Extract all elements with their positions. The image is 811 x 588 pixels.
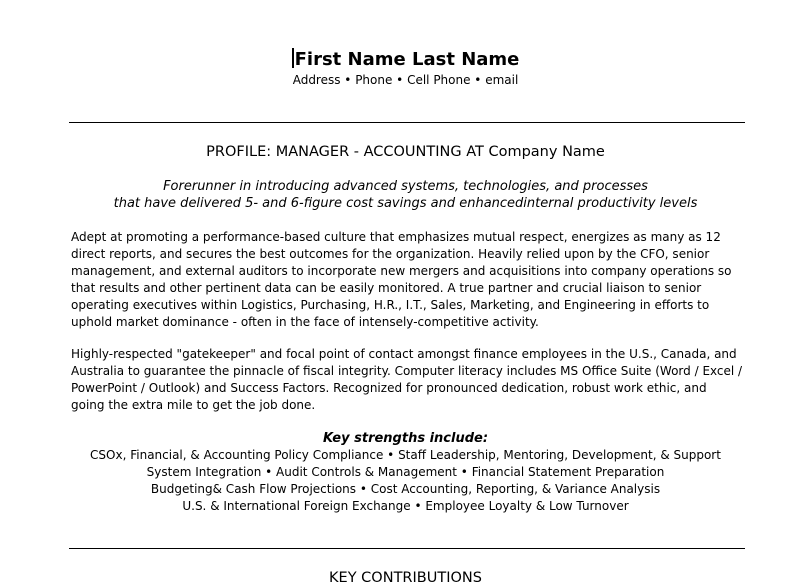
- strengths-line-3: Budgeting& Cash Flow Projections • Cost Accounting, Reporting, & Variance Analysis: [150, 482, 661, 496]
- strengths-line-4: U.S. & International Foreign Exchange • Employee Loyalty & Low Turnover: [182, 499, 629, 513]
- key-contributions-heading: KEY CONTRIBUTIONS: [329, 570, 482, 586]
- strengths-line-2: System Integration • Audit Controls & Management • Financial Statement Preparation: [146, 465, 665, 479]
- profile-paragraph-1: Adept at promoting a performance-based culture that emphasizes mutual respect, energizes as many as 12 direct reports, and secures the best outcomes for the organization. Heavily relied upon by the CFO, senior management, and external auditors to incorporate new mergers and acquisitions into company operations so that results and other pertinent data can be easily monitored. A true partner and crucial liaison to senior operating executives within Logistics, Purchasing, H.R., I.T., Sales, Marketing, and Engineering in efforts to uphold market dominance - often in the face of intensely-competitive activity.: [71, 230, 732, 329]
- strengths-line-1: CSOx, Financial, & Accounting Policy Compliance • Staff Leadership, Mentoring, Development, & Support: [90, 448, 721, 462]
- tagline-line-2: that have delivered 5- and 6-figure cost savings and enhancedinternal productivity levels: [113, 196, 698, 211]
- profile-paragraph-2: Highly-respected "gatekeeper" and focal point of contact amongst finance employees in the U.S., Canada, and Australia to guarantee the pinnacle of fiscal integrity. Computer literacy includes MS Office Suite (Word / Excel / PowerPoint / Outlook) and Success Factors. Recognized for pronounced dedication, robust work ethic, and going the extra mile to get the job done.: [71, 347, 743, 412]
- key-strengths-title: Key strengths include:: [322, 431, 489, 446]
- text-cursor: [292, 48, 294, 68]
- profile-heading: PROFILE: MANAGER - ACCOUNTING AT Company Name: [206, 144, 605, 160]
- resume-name-heading[interactable]: [0, 48, 811, 72]
- tagline-line-1: Forerunner in introducing advanced systems, technologies, and processes: [163, 179, 648, 194]
- top-divider: [69, 122, 745, 123]
- contact-info: Address • Phone • Cell Phone • email: [292, 73, 519, 87]
- bottom-divider: [69, 548, 745, 549]
- profile-tagline: [0, 178, 811, 212]
- key-strengths-list: [0, 447, 811, 515]
- resume-name: First Name Last Name: [294, 49, 520, 70]
